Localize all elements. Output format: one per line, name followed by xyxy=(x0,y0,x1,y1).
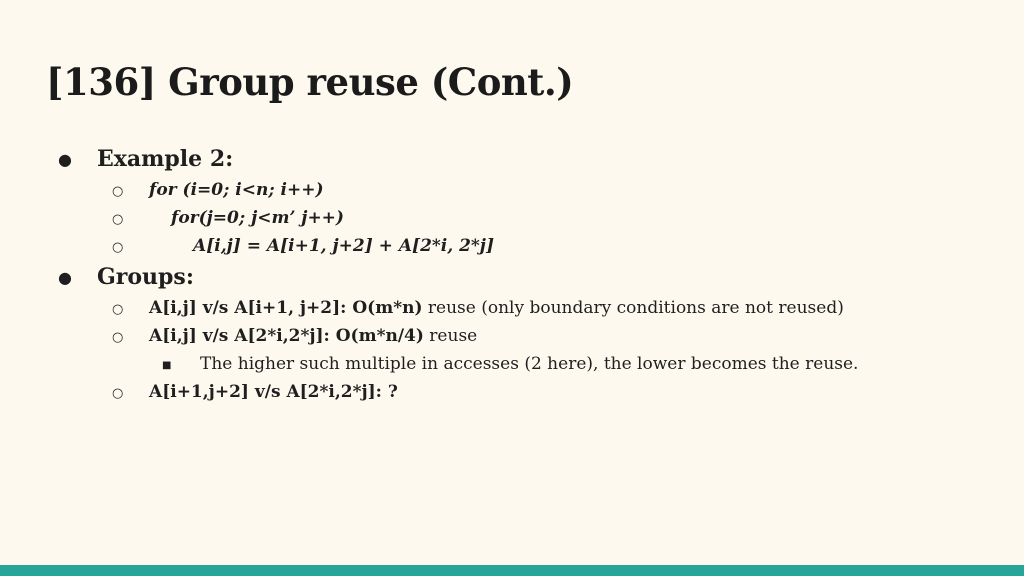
code-text: for (i=0; i<n; i++) xyxy=(149,180,324,200)
footer-accent-bar xyxy=(0,565,1024,576)
square-bullet-icon: ■ xyxy=(162,360,172,371)
group-description: reuse xyxy=(423,326,478,346)
hollow-bullet-icon: ○ xyxy=(112,240,124,255)
groups-heading: Groups: xyxy=(97,264,194,290)
hollow-bullet-icon: ○ xyxy=(112,302,124,317)
note-text: The higher such multiple in accesses (2 here), the lower becomes the reuse. xyxy=(200,354,859,374)
group-item-text xyxy=(149,326,477,346)
filled-bullet-icon: ● xyxy=(58,268,72,287)
group-pair: A[i+1,j+2] v/s A[2*i,2*j]: ? xyxy=(149,382,398,402)
group-description: reuse (only boundary conditions are not reused) xyxy=(422,298,844,318)
group-item-text xyxy=(149,298,844,318)
hollow-bullet-icon: ○ xyxy=(112,184,124,199)
filled-bullet-icon: ● xyxy=(58,150,72,169)
hollow-bullet-icon: ○ xyxy=(112,330,124,345)
hollow-bullet-icon: ○ xyxy=(112,212,124,227)
code-text: for(j=0; j<m’ j++) xyxy=(171,208,344,228)
hollow-bullet-icon: ○ xyxy=(112,386,124,401)
slide-title: [136] Group reuse (Cont.) xyxy=(46,60,574,104)
group-pair: A[i,j] v/s A[2*i,2*j]: O(m*n/4) xyxy=(149,326,424,346)
group-pair: A[i,j] v/s A[i+1, j+2]: O(m*n) xyxy=(149,298,423,318)
example-heading: Example 2: xyxy=(97,146,234,172)
code-text: A[i,j] = A[i+1, j+2] + A[2*i, 2*j] xyxy=(193,236,494,256)
